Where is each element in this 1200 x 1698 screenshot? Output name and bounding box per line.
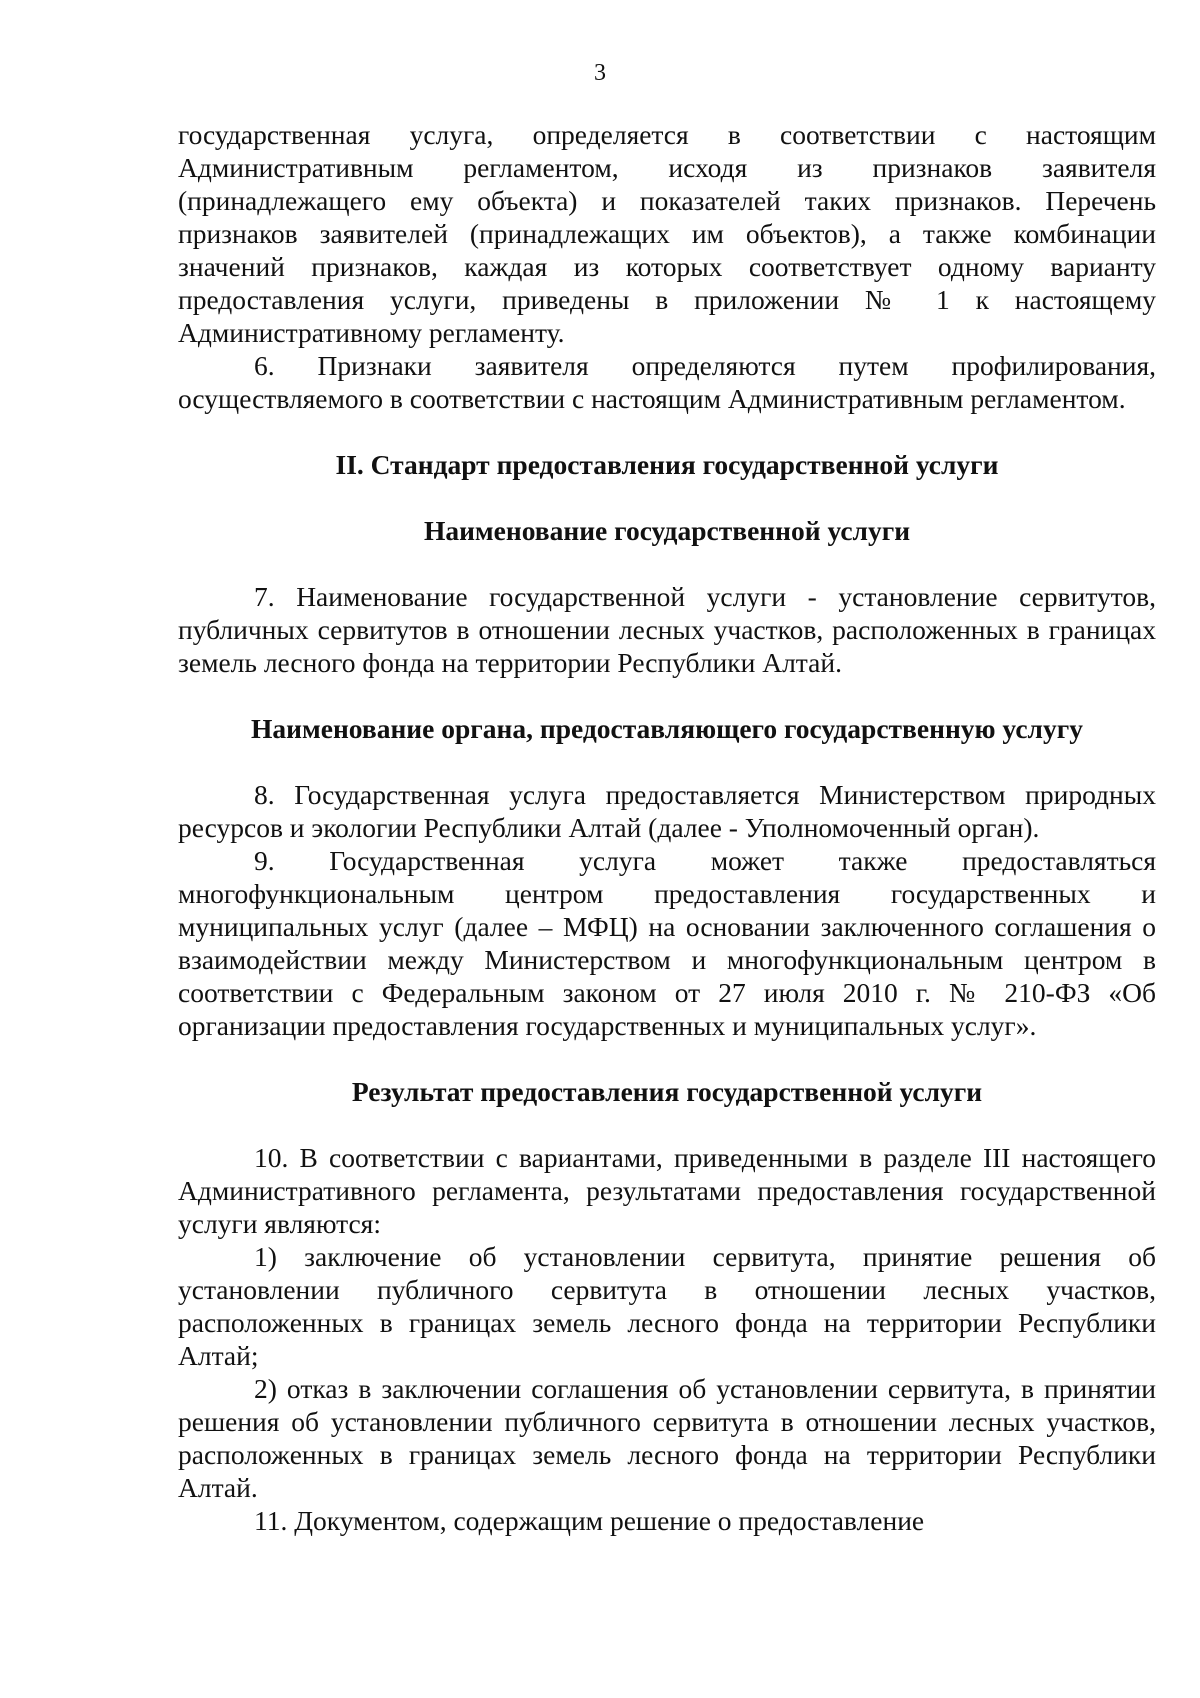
list-item-1: 1) заключение об установлении сервитута, принятие решения об установлении публичного сервитута в отношении лесных участков, расположенных в границах земель лесного фонда на территории Республики Алтай; <box>178 1241 1156 1371</box>
page-number: 3 <box>594 60 606 86</box>
paragraph-6: 6. Признаки заявителя определяются путем профилирования, осуществляемого в соответствии с настоящим Административным регламентом. <box>178 350 1156 414</box>
paragraph-continuation: государственная услуга, определяется в соответствии с настоящим Административным регламентом, исходя из признаков заявителя (принадлежащего ему объекта) и показателей таких признаков. Перечень признаков заявителей (принадлежащих им объектов), а также комбинации значений признаков, каждая из которых соответствует одному варианту предоставления услуги, приведены в приложении № 1 к настоящему Административному регламенту. <box>178 119 1156 348</box>
paragraph-11: 11. Документом, содержащим решение о предоставление <box>254 1505 925 1536</box>
list-item-2: 2) отказ в заключении соглашения об установлении сервитута, в принятии решения об установлении публичного сервитута в отношении лесных участков, расположенных в границах земель лесного фонда на территории Республики Алтай. <box>178 1373 1156 1503</box>
subheading-result: Результат предоставления государственной услуги <box>351 1076 983 1107</box>
paragraph-8: 8. Государственная услуга предоставляется Министерством природных ресурсов и экологии Республики Алтай (далее - Уполномоченный орган). <box>178 779 1156 843</box>
paragraph-10: 10. В соответствии с вариантами, приведенными в разделе III настоящего Административного регламента, результатами предоставления государственной услуги являются: <box>178 1142 1156 1239</box>
document-body <box>178 118 1156 1537</box>
section-heading-standard: II. Стандарт предоставления государственной услуги <box>335 449 999 480</box>
subheading-service-name: Наименование государственной услуги <box>423 515 911 546</box>
paragraph-9: 9. Государственная услуга может также предоставляться многофункциональным центром предоставления государственных и муниципальных услуг (далее – МФЦ) на основании заключенного соглашения о взаимодействии между Министерством и многофункциональным центром в соответствии с Федеральным законом от 27 июля 2010 г. № 210-ФЗ «Об организации предоставления государственных и муниципальных услуг». <box>178 845 1156 1041</box>
paragraph-7: 7. Наименование государственной услуги - установление сервитутов, публичных сервитутов в отношении лесных участков, расположенных в границах земель лесного фонда на территории Республики Алтай. <box>178 581 1156 678</box>
subheading-authority: Наименование органа, предоставляющего государственную услугу <box>251 713 1083 744</box>
